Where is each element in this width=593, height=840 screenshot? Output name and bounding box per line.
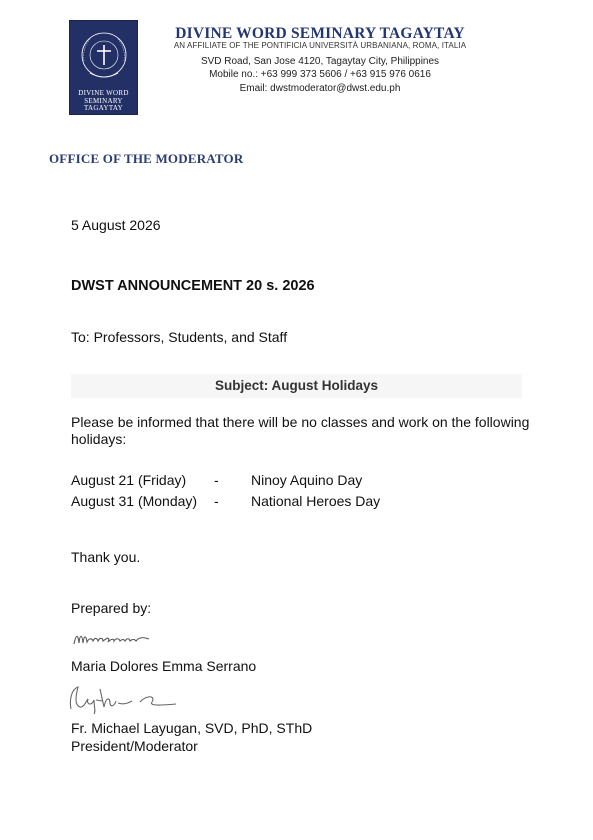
holiday-dash: - <box>214 493 219 509</box>
seal-emblem-icon <box>70 21 139 91</box>
closing-line: Thank you. <box>71 549 141 565</box>
preparer-name: Maria Dolores Emma Serrano <box>71 658 257 674</box>
holiday-name: National Heroes Day <box>251 493 381 509</box>
signatory-title: President/Moderator <box>71 738 198 754</box>
logo-line: TAGAYTAY <box>84 104 123 112</box>
organization-name: DIVINE WORD SEMINARY TAGAYTAY <box>175 25 465 42</box>
logo-line: SEMINARY <box>84 96 123 105</box>
subject-line: Subject: August Holidays <box>71 374 522 398</box>
affiliate-line: AN AFFILIATE OF THE PONTIFICIA UNIVERSITÀ URBANIANA, ROMA, ITALIA <box>173 41 467 50</box>
email-link[interactable]: Email: dwstmoderator@dwst.edu.ph <box>239 83 401 94</box>
address-line: SVD Road, San Jose 4120, Tagaytay City, Philippines <box>200 56 440 67</box>
body-paragraph: Please be informed that there will be no classes and work on the following holidays: <box>71 414 530 447</box>
prepared-by-label: Prepared by: <box>71 600 152 616</box>
holiday-date: August 21 (Friday) <box>71 472 187 488</box>
signatory-name: Fr. Michael Layugan, SVD, PhD, SThD <box>71 720 313 736</box>
announcement-title: DWST ANNOUNCEMENT 20 s. 2026 <box>71 278 315 294</box>
holiday-name: Ninoy Aquino Day <box>251 472 363 488</box>
seminary-logo <box>69 20 138 115</box>
holiday-date: August 31 (Monday) <box>71 493 198 509</box>
preparer-signature <box>72 628 162 650</box>
signatory-signature <box>66 681 181 716</box>
recipients-line: To: Professors, Students, and Staff <box>71 329 288 345</box>
logo-line: DIVINE WORD <box>78 89 129 97</box>
holiday-dash: - <box>214 472 219 488</box>
mobile-line: Mobile no.: +63 999 373 5606 / +63 915 976 0616 <box>209 69 431 80</box>
office-heading: OFFICE OF THE MODERATOR <box>49 151 244 166</box>
letter-date: 5 August 2026 <box>71 217 161 233</box>
